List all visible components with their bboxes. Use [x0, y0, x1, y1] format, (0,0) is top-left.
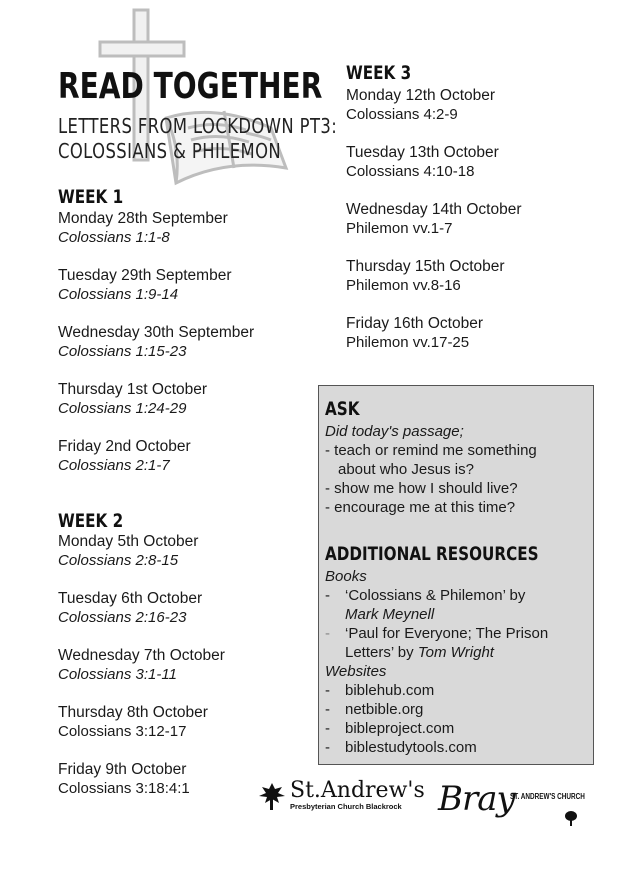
reading-day: Thursday 8th October	[58, 704, 208, 721]
reading-entry	[58, 589, 225, 627]
burning-bush-icon	[258, 781, 286, 811]
st-andrews-logo	[258, 780, 425, 811]
week2-list	[58, 532, 225, 798]
reading-entry	[346, 143, 522, 181]
reading-ref: Philemon vv.17-25	[346, 334, 470, 351]
reading-entry	[346, 257, 522, 295]
week3-heading: WEEK 3	[346, 62, 412, 84]
reading-ref: Colossians 3:1-11	[58, 666, 177, 683]
resources-list	[325, 567, 548, 757]
book-author: Tom Wright	[417, 644, 494, 661]
st-andrews-name: St.Andrew's	[290, 778, 425, 803]
ask-heading: ASK	[325, 398, 360, 420]
ask-item-continued: about who Jesus is?	[338, 461, 474, 478]
reading-entry	[346, 314, 522, 352]
list-dash: -	[325, 720, 330, 737]
reading-ref: Philemon vv.8-16	[346, 277, 461, 294]
reading-day: Tuesday 6th October	[58, 590, 203, 607]
reading-entry	[58, 209, 254, 247]
book-item	[325, 624, 548, 643]
reading-day: Wednesday 7th October	[58, 647, 225, 664]
st-andrews-subtitle: Presbyterian Church Blackrock	[290, 802, 402, 811]
reading-entry	[58, 760, 225, 798]
reading-entry	[58, 646, 225, 684]
tree-icon	[564, 810, 578, 826]
bray-logo	[438, 780, 588, 828]
ask-list	[325, 422, 537, 517]
reading-ref: Colossians 4:2-9	[346, 106, 458, 123]
reading-entry	[58, 437, 254, 475]
week2-heading: WEEK 2	[58, 510, 124, 532]
page-title: READ TOGETHER	[58, 66, 323, 107]
book-item	[325, 586, 548, 605]
websites-label: Websites	[325, 663, 387, 680]
ask-item: - encourage me at this time?	[325, 499, 516, 516]
week3-list	[346, 86, 522, 352]
reading-day: Wednesday 14th October	[346, 201, 522, 218]
reading-ref: Colossians 1:24-29	[58, 400, 187, 417]
books-label: Books	[325, 568, 367, 585]
list-dash: -	[325, 625, 330, 642]
website-item[interactable]	[325, 738, 548, 757]
page-subtitle	[58, 114, 337, 164]
bray-script: Bray	[438, 779, 515, 819]
reading-ref: Colossians 3:18:4:1	[58, 780, 190, 797]
reading-ref: Colossians 1:15-23	[58, 343, 187, 360]
week1-list	[58, 209, 254, 475]
website-item[interactable]	[325, 719, 548, 738]
reading-ref: Colossians 2:1-7	[58, 457, 170, 474]
reading-ref: Colossians 3:12-17	[58, 723, 187, 740]
reading-entry	[58, 323, 254, 361]
subtitle-line-2: COLOSSIANS & PHILEMON	[58, 139, 282, 163]
website-link[interactable]: bibleproject.com	[345, 720, 455, 737]
website-link[interactable]: biblestudytools.com	[345, 739, 477, 756]
reading-ref: Philemon vv.1-7	[346, 220, 453, 237]
reading-day: Friday 2nd October	[58, 438, 191, 455]
resources-heading: ADDITIONAL RESOURCES	[325, 543, 539, 565]
list-dash: -	[325, 701, 330, 718]
bray-subtitle: ST. ANDREW'S CHURCH	[510, 792, 585, 801]
reading-day: Monday 5th October	[58, 533, 199, 550]
reading-day: Thursday 1st October	[58, 381, 208, 398]
website-link[interactable]: biblehub.com	[345, 682, 435, 699]
list-dash: -	[325, 739, 330, 756]
website-item[interactable]	[325, 681, 548, 700]
reading-ref: Colossians 4:10-18	[346, 163, 475, 180]
book-title: ‘Colossians & Philemon’ by	[345, 587, 526, 604]
ask-intro: Did today's passage;	[325, 423, 464, 440]
reading-day: Monday 28th September	[58, 210, 228, 227]
ask-item: - teach or remind me something	[325, 442, 537, 459]
reading-ref: Colossians 2:8-15	[58, 552, 179, 569]
book-title: ‘Paul for Everyone; The Prison	[345, 625, 549, 642]
subtitle-line-1: LETTERS FROM LOCKDOWN PT3:	[58, 114, 338, 138]
book-suffix: Letters’ by	[345, 644, 414, 661]
reading-day: Friday 16th October	[346, 315, 483, 332]
reading-ref: Colossians 1:9-14	[58, 286, 179, 303]
list-dash: -	[325, 587, 330, 604]
cross-book-illustration	[96, 8, 296, 208]
reading-entry	[346, 200, 522, 238]
reading-day: Monday 12th October	[346, 87, 496, 104]
list-dash: -	[325, 682, 330, 699]
reading-ref: Colossians 1:1-8	[58, 229, 170, 246]
reading-entry	[58, 266, 254, 304]
reading-entry	[58, 532, 225, 570]
book-title-continued	[325, 643, 548, 662]
reading-day: Tuesday 29th September	[58, 267, 232, 284]
reading-entry	[58, 380, 254, 418]
reading-day: Tuesday 13th October	[346, 144, 499, 161]
reading-day: Friday 9th October	[58, 761, 187, 778]
week1-heading: WEEK 1	[58, 186, 124, 208]
ask-item: - show me how I should live?	[325, 480, 518, 497]
reading-day: Wednesday 30th September	[58, 324, 255, 341]
reading-entry	[346, 86, 522, 124]
book-author: Mark Meynell	[345, 606, 435, 623]
reading-entry	[58, 703, 225, 741]
reading-ref: Colossians 2:16-23	[58, 609, 187, 626]
st-andrews-wordmark	[290, 780, 425, 811]
reading-day: Thursday 15th October	[346, 258, 505, 275]
website-link[interactable]: netbible.org	[345, 701, 424, 718]
website-item[interactable]	[325, 700, 548, 719]
